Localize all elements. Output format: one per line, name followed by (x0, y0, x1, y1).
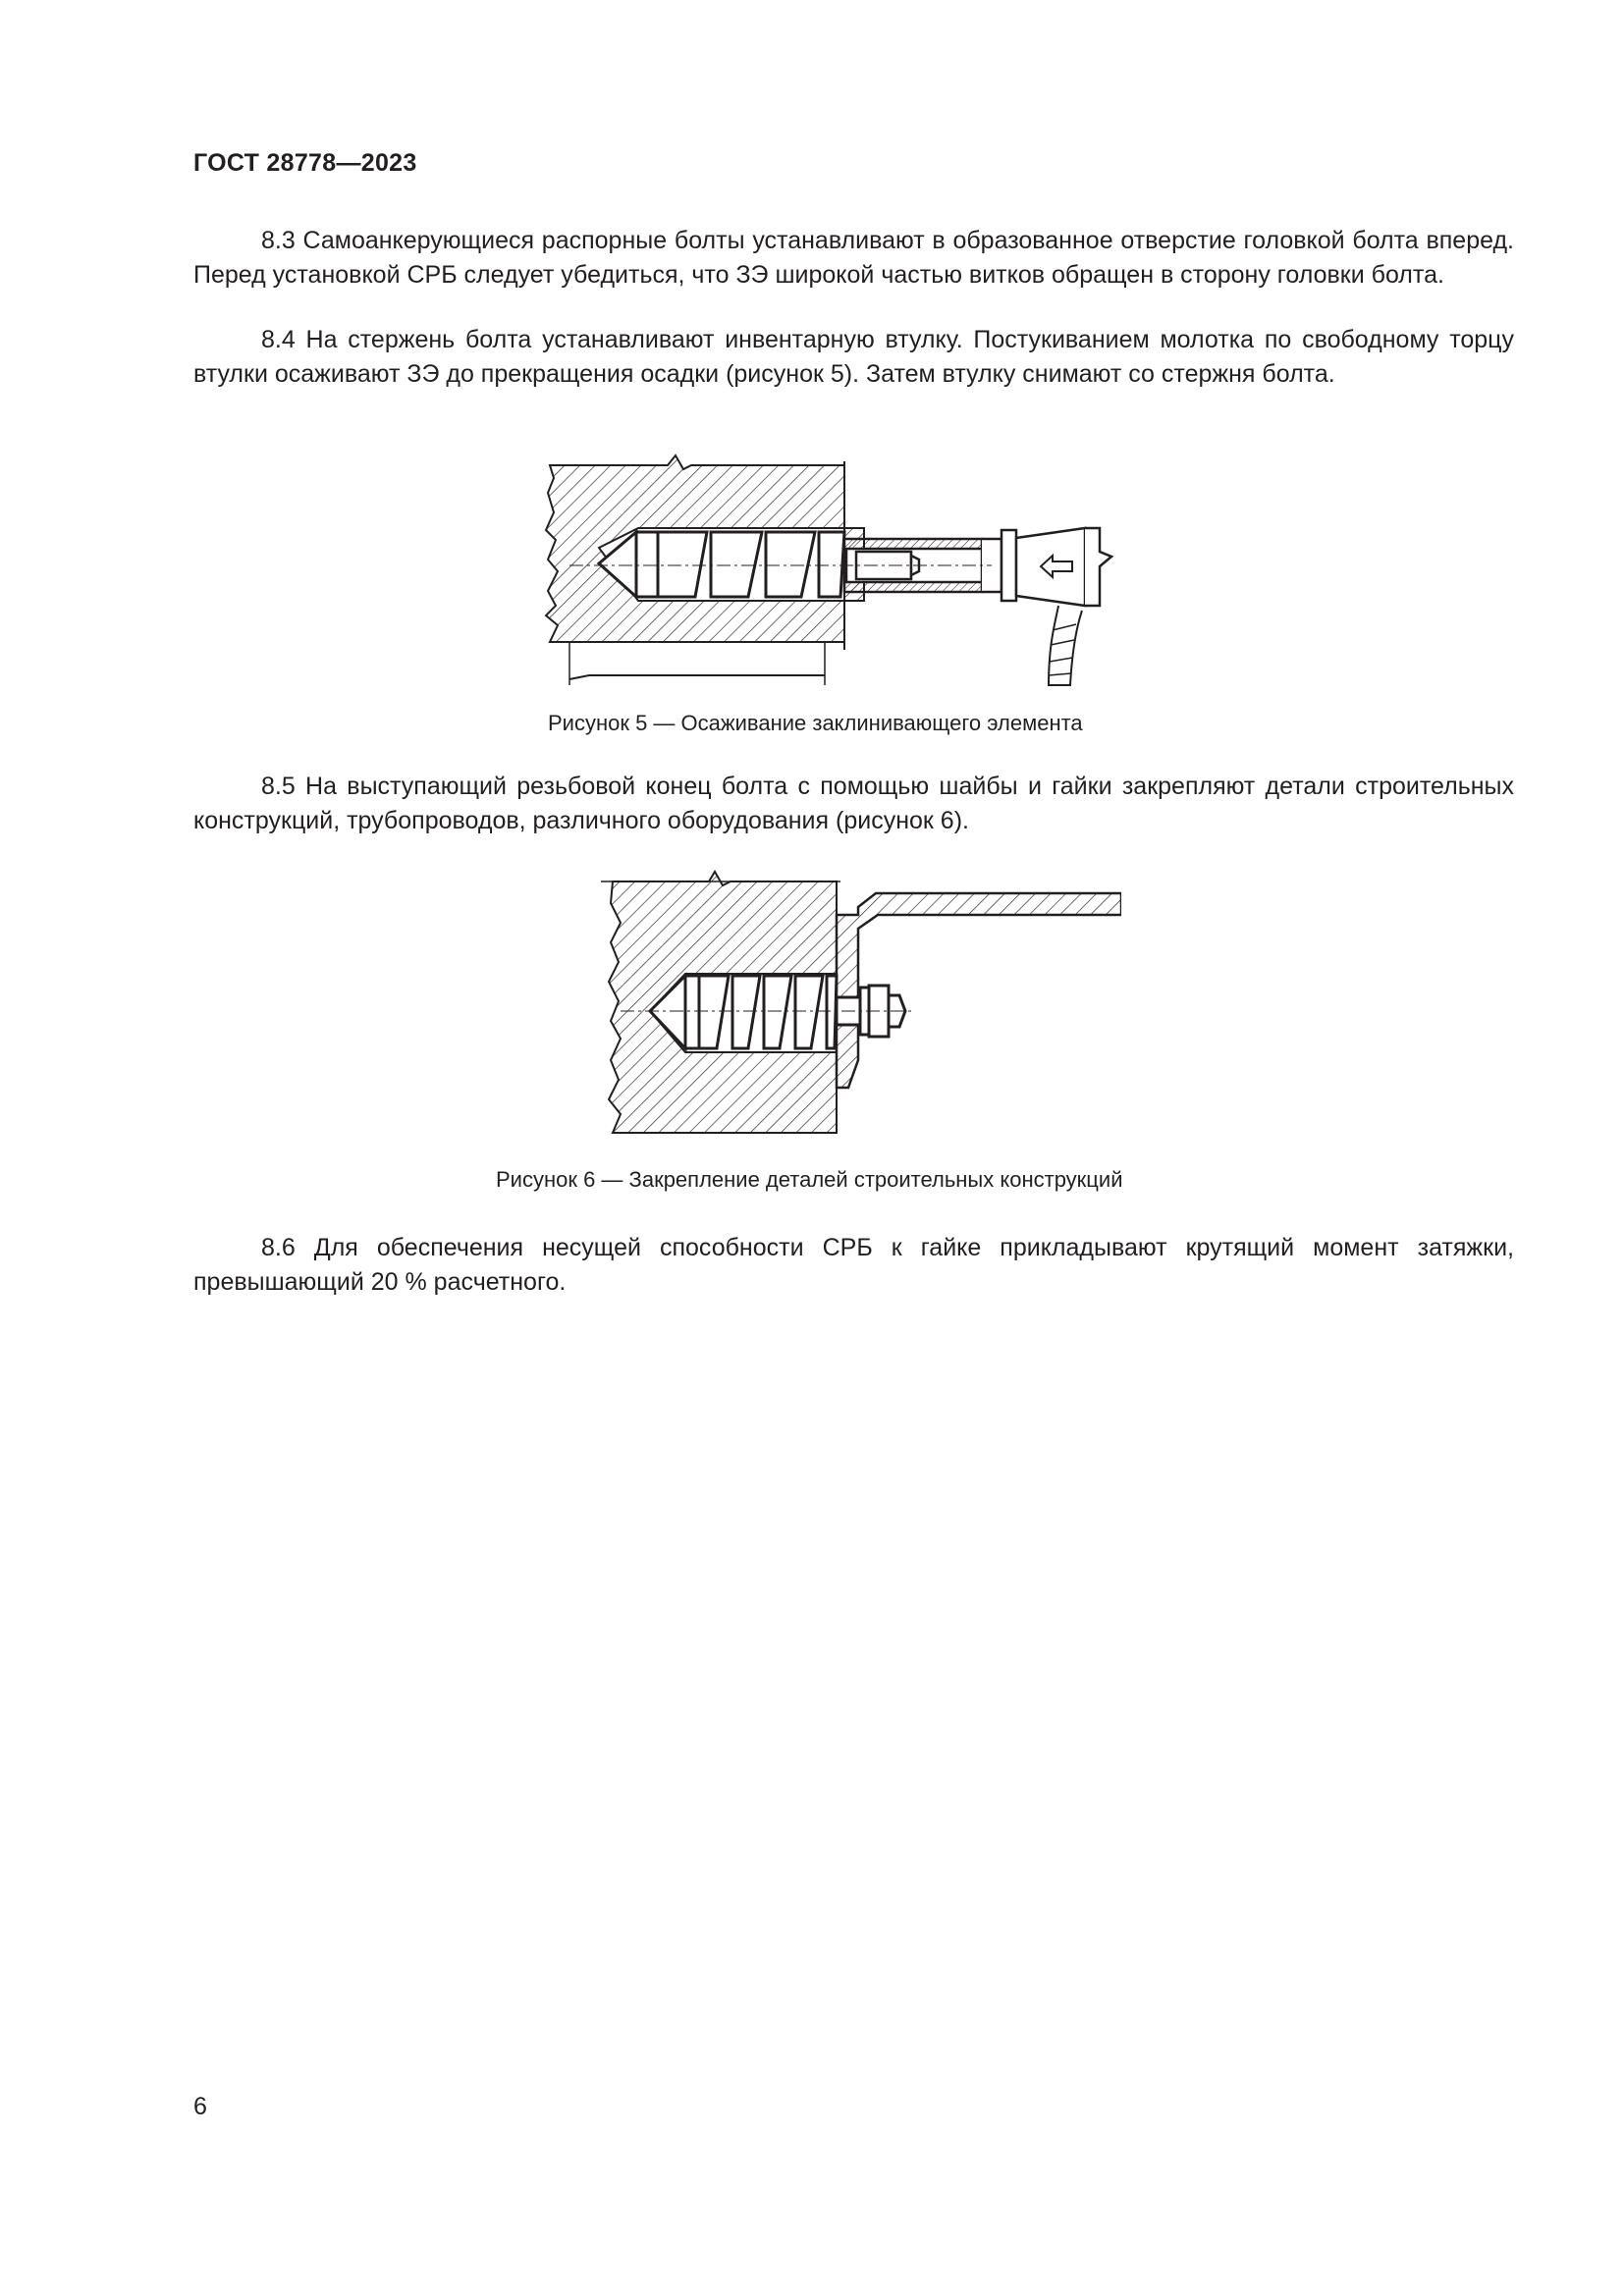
figure-5-drawing (530, 454, 1218, 687)
hammer-icon (1016, 528, 1111, 685)
concrete-wall (546, 455, 864, 685)
figure-6-drawing (591, 864, 1121, 1137)
paragraph-8-6: 8.6 Для обеспечения несущей способности СРБ к гайке прикладывают крутящий момент затяжки, превышающий 20 % расчетного. (193, 1234, 1514, 1296)
paragraph-8-5: 8.5 На выступающий резьбовой конец болта с помощью шайбы и гайки закрепляют детали строительных конструкций, трубопроводов, различного оборудования (рисунок 6). (193, 773, 1514, 834)
paragraph-8-3: 8.3 Самоанкерующиеся распорные болты устанавливают в образованное отверстие головкой болта вперед. Перед установкой СРБ следует убедиться, что ЗЭ широкой частью витков обращен в сторону головки болта. (193, 227, 1514, 289)
wedge-element (599, 532, 844, 597)
paragraph-8-4: 8.4 На стержень болта устанавливают инвентарную втулку. Постукиванием молотка по свободному торцу втулки осаживают ЗЭ до прекращения осадки (рисунок 5). Затем втулку снимают со стержня болта. (193, 326, 1514, 388)
document-header: ГОСТ 28778—2023 (193, 149, 417, 177)
figure-6-caption: Рисунок 6 — Закрепление деталей строительных конструкций (496, 1167, 1123, 1192)
page-number: 6 (193, 2093, 207, 2120)
figure-5-caption: Рисунок 5 — Осаживание заклинивающего элемента (548, 711, 1083, 735)
